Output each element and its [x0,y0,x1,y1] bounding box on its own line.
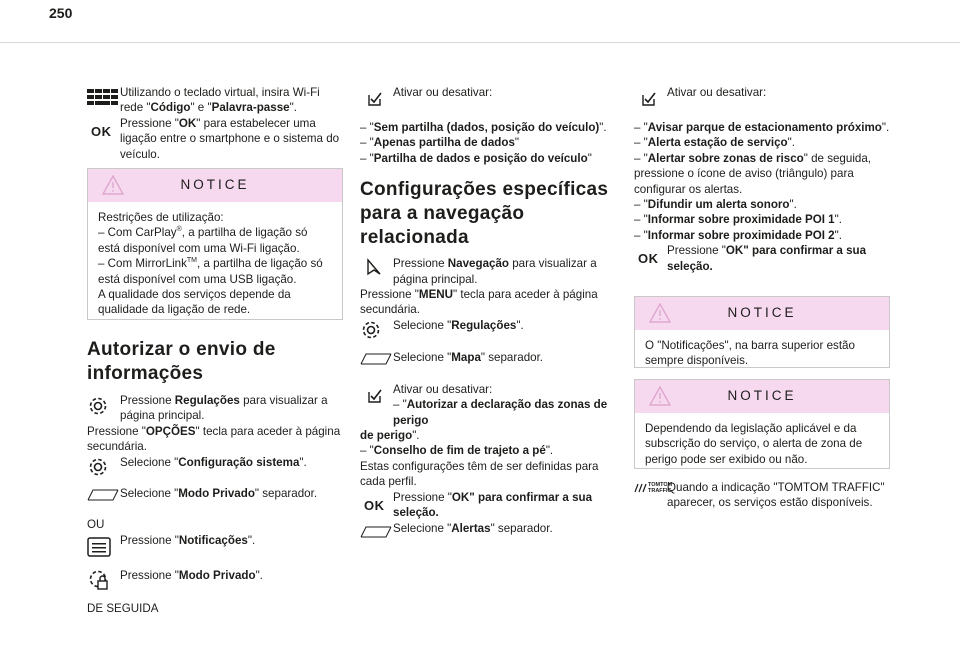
or-label: OU [87,518,105,532]
column-1-lower [87,338,343,616]
step-toggle: Ativar ou desativar: [360,85,616,116]
step-navigation: Pressione Navegação para visualizar a página principal. [360,256,616,287]
tomtom-note: TOMTOM TRAFFIC Quando a indicação "TOMTOM TRAFFIC" aparecer, os serviços estão disponíveis. [634,480,890,511]
column-1 [87,85,343,162]
step-settings: Pressione Regulações para visualizar a página principal. [87,393,343,424]
options-list: de perigo". – "Conselho de fim de trajeto a pé". Estas configurações têm de ser definidas para cada perfil. [360,429,599,489]
step-keyboard [87,85,343,116]
step-private-mode: Pressione "Modo Privado". [87,568,343,583]
alerts-list: – "Avisar parque de estacionamento próximo". – "Alerta estação de serviço". – "Alertar sobre zonas de risco" de seguida, pressione o ícone de aviso (triângulo) para configurar os alertas. – "Difundir um alerta sonoro". – "Informar sobre proximidade POI 1". – "Informar sobre proximidade POI 2". [634,121,890,242]
notice-title: NOTICE [180,177,250,192]
step-private-tab: Selecione "Modo Privado" separador. [87,486,343,501]
ok-icon: OK [364,497,385,513]
step-map-tab: Selecione "Mapa" separador. [360,350,616,380]
step-notifications: Pressione "Notificações". [87,533,343,548]
ok-icon: OK [91,123,112,139]
continuation: de perigo [360,429,413,443]
step-toggle: Ativar ou desativar: [634,85,890,116]
tomtom-traffic-logo-icon: TOMTOM TRAFFIC [634,482,666,504]
section-heading: Configurações específicas para a navegação relacionada [360,179,609,249]
privacy-lock-icon [87,568,119,590]
step-system-config: Selecione "Configuração sistema". [87,455,343,470]
paragraph: Pressione "OPÇÕES" tecla para aceder à página secundária. [87,424,341,454]
notice-title: NOTICE [727,388,797,403]
tab-icon [360,352,392,374]
options-list: – "Sem partilha (dados, posição do veículo)". – "Apenas partilha de dados" – "Partilha de dados e posição do veículo" [360,121,607,165]
paragraph: Pressione "MENU" tecla para aceder à página secundária. [360,288,598,317]
step-confirm: OK Pressione "OK" para confirmar a sua seleção. [364,490,593,520]
section-heading: Autorizar o envio de informações [87,339,276,384]
column-3 [634,85,890,274]
paragraph: Utilizando o teclado virtual, insira Wi-Fi rede "Código" e "Palavra-passe". [120,86,320,115]
page-number: 250 [49,5,73,21]
ok-icon: OK [638,251,659,267]
next-label: DE SEGUIDA [87,601,159,615]
settings-icon [87,395,119,417]
notice-text: Restrições de utilização: – Com CarPlay®, a partilha de ligação só está disponível com uma Wi-Fi ligação. – Com MirrorLink™, a partilha de ligação só está disponível com uma USB ligação. A qualidade dos serviços depende da qualidade da ligação de rede. [98,211,323,317]
checkbox-icon [368,388,400,410]
step-confirm: OK Pressione "OK" para confirmar a sua seleção. [638,244,867,273]
tab-icon [87,488,119,510]
notice-header [635,380,889,413]
settings-icon [87,456,119,478]
step-settings: Selecione "Regulações". [360,318,616,348]
notice-header [635,297,889,330]
step-alerts-tab: Selecione "Alertas" separador. [360,521,616,536]
paragraph: Pressione "OK" para estabelecer uma ligação entre o smartphone e o sistema do veículo. [120,116,340,161]
notice-header [88,169,342,202]
notice-box [634,296,890,368]
navigation-arrow-icon [366,258,398,280]
settings-icon [360,319,392,341]
keyboard-icon [87,89,119,111]
notice-text: Dependendo da legislação aplicável e da subscrição do serviço, o alerta de zona de perigo pode ser exibido ou não. [645,422,863,466]
step-toggle-2: Ativar ou desativar: – "Autorizar a declaração das zonas de perigo [360,382,616,428]
notice-title: NOTICE [727,305,797,320]
notice-box [634,379,890,469]
notice-box [87,168,343,320]
notice-text: O "Notificações", na barra superior estão sempre disponíveis. [645,339,855,368]
list-icon [87,537,119,559]
tab-icon [360,525,392,547]
header-divider [0,42,960,43]
checkbox-icon [368,91,400,113]
checkbox-icon [642,91,674,113]
step-ok [87,116,343,162]
column-2 [360,85,616,536]
